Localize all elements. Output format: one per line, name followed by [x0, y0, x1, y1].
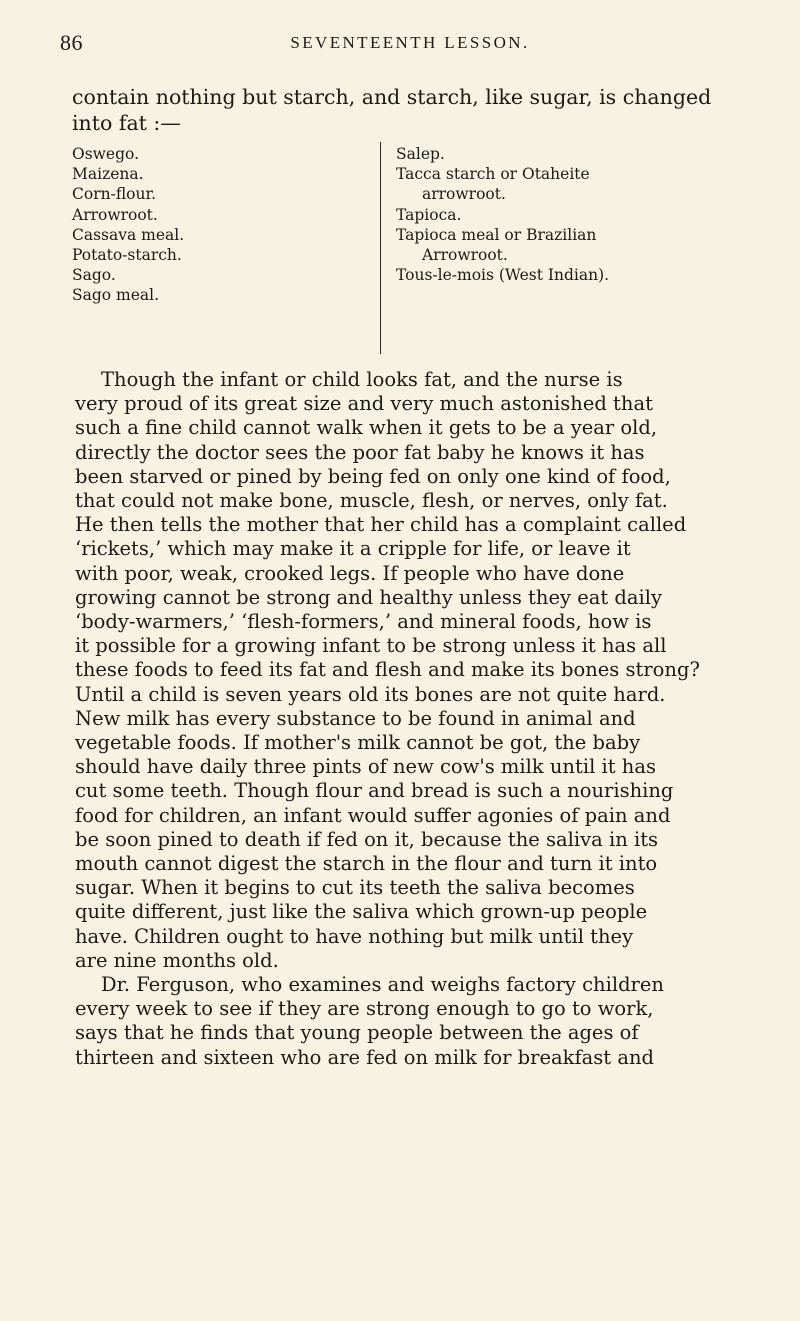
list-item: Tacca starch or Otaheite [396, 165, 590, 184]
column-divider [380, 142, 381, 354]
text-line: He then tells the mother that her child has a complaint called [75, 513, 687, 537]
text-line: that could not make bone, muscle, flesh, or nerves, only fat. [75, 489, 668, 513]
starch-list-right [396, 144, 609, 285]
list-item: Tous-le-mois (West Indian). [396, 266, 610, 285]
text-line: New milk has every substance to be found in animal and [75, 706, 636, 730]
text-line: growing cannot be strong and healthy unless they eat daily [75, 585, 663, 609]
text-line: vegetable foods. If mother's milk cannot be got, the baby [75, 731, 641, 755]
list-item: Corn-flour. [72, 185, 157, 204]
list-item: Arrowroot. [72, 205, 158, 224]
text-line: these foods to feed its fat and flesh and make its bones strong? [75, 658, 700, 682]
text-line: are nine months old. [75, 948, 279, 972]
list-item: Sago meal. [72, 286, 160, 305]
text-line: says that he finds that young people between the ages of [75, 1021, 639, 1045]
list-item: Tapioca. [396, 205, 462, 224]
page-number: 86 [60, 30, 83, 55]
text-line: have. Children ought to have nothing but milk until they [75, 924, 634, 948]
running-title: SEVENTEENTH LESSON. [290, 33, 530, 52]
text-line: food for children, an infant would suffer agonies of pain and [75, 803, 671, 827]
text-line: should have daily three pints of new cow's milk until it has [75, 755, 656, 779]
text-line: thirteen and sixteen who are fed on milk for breakfast and [75, 1045, 655, 1069]
text-line: with poor, weak, crooked legs. If people who have done [75, 561, 625, 585]
text-line: directly the doctor sees the poor fat baby he knows it has [75, 440, 645, 464]
text-line: every week to see if they are strong enough to go to work, [75, 997, 654, 1021]
starch-list-left [72, 144, 184, 306]
text-line: Though the infant or child looks fat, and the nurse is [101, 368, 623, 391]
text-line: Dr. Ferguson, who examines and weighs factory children [101, 973, 664, 997]
list-item: Sago. [72, 266, 116, 285]
list-item: Cassava meal. [72, 225, 185, 244]
list-item: Tapioca meal or Brazilian [396, 225, 597, 244]
text-line: quite different, just like the saliva which grown-up people [75, 900, 648, 924]
running-head [60, 30, 760, 56]
list-item-continuation: Arrowroot. [422, 246, 508, 265]
text-line: contain nothing but starch, and starch, like sugar, is changed [72, 85, 712, 109]
list-item-continuation: arrowroot. [422, 185, 506, 204]
text-line: ‘rickets,’ which may make it a cripple for life, or leave it [75, 537, 631, 561]
text-line: it possible for a growing infant to be strong unless it has all [75, 634, 667, 658]
text-line: cut some teeth. Though flour and bread is such a nourishing [75, 779, 674, 803]
intro-paragraph [72, 84, 772, 136]
text-line: into fat :— [72, 111, 181, 135]
text-line: be soon pined to death if fed on it, because the saliva in its [75, 827, 659, 851]
list-item: Potato-starch. [72, 246, 182, 265]
text-line: Until a child is seven years old its bones are not quite hard. [75, 682, 666, 706]
text-line: such a fine child cannot walk when it gets to be a year old, [75, 416, 658, 440]
list-item: Oswego. [72, 145, 140, 163]
list-item: Maizena. [72, 165, 144, 184]
text-line: mouth cannot digest the starch in the flour and turn it into [75, 852, 658, 876]
text-line: sugar. When it begins to cut its teeth the saliva becomes [75, 876, 635, 900]
text-line: been starved or pined by being fed on only one kind of food, [75, 464, 671, 488]
text-line: ‘body-warmers,’ ‘flesh-formers,’ and mineral foods, how is [75, 610, 652, 634]
list-item: Salep. [396, 145, 445, 163]
text-line: very proud of its great size and very much astonished that [75, 392, 653, 416]
body-text [75, 368, 775, 1070]
